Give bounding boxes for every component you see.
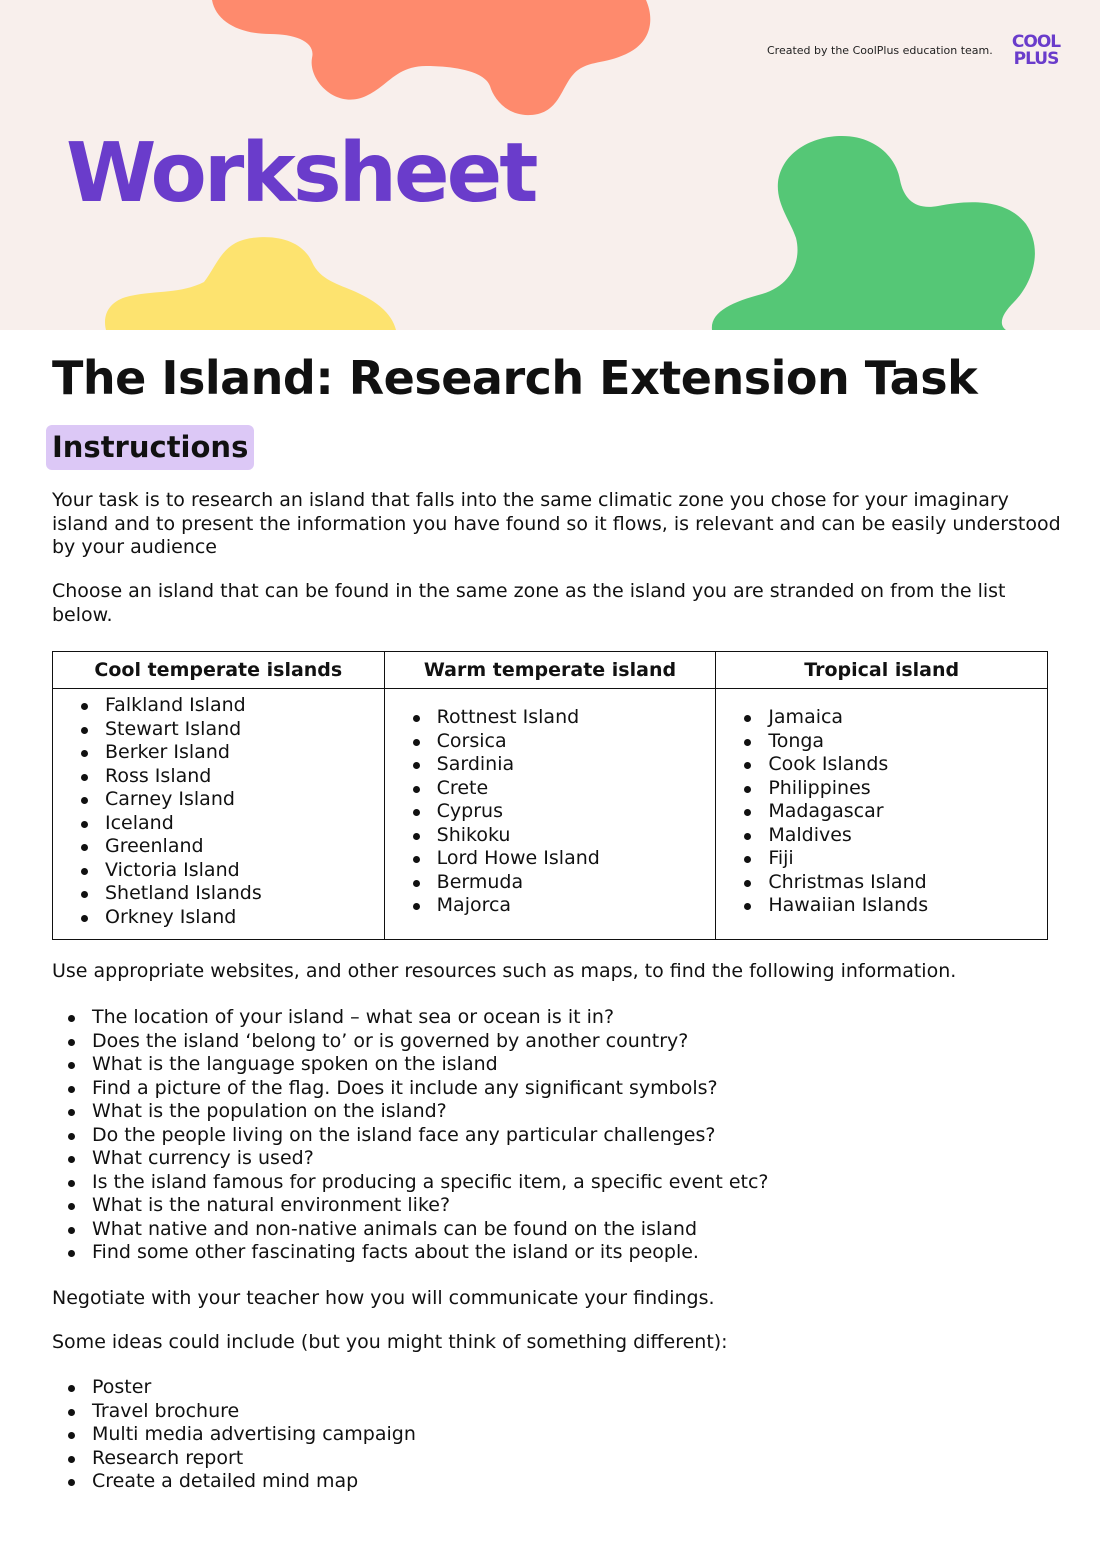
page-title: The Island: Research Extension Task [52, 351, 978, 405]
table-row [53, 689, 1048, 940]
list-item: Hawaiian Islands [740, 894, 1047, 918]
list-item: Stewart Island [77, 718, 384, 742]
ideas-list [64, 1376, 416, 1494]
list-item: Berker Island [77, 741, 384, 765]
list-item: Fiji [740, 847, 1047, 871]
credit-text: Created by the CoolPlus education team. [767, 44, 993, 57]
warm-islands-cell [384, 689, 716, 940]
coolplus-logo [1004, 34, 1068, 68]
list-item: Travel brochure [64, 1400, 416, 1424]
list-item: Find some other fascinating facts about the island or its people. [64, 1241, 769, 1265]
list-item: What is the language spoken on the island [64, 1053, 769, 1077]
list-item: Lord Howe Island [409, 847, 716, 871]
list-item: Madagascar [740, 800, 1047, 824]
list-item: Victoria Island [77, 859, 384, 883]
list-item: The location of your island – what sea or ocean is it in? [64, 1006, 769, 1030]
list-item: Cyprus [409, 800, 716, 824]
table-header-row [53, 652, 1048, 689]
header-tropical: Tropical island [716, 652, 1048, 689]
cool-islands-list [53, 694, 384, 929]
list-item: Philippines [740, 777, 1047, 801]
header-warm-temperate: Warm temperate island [384, 652, 716, 689]
list-item: What is the natural environment like? [64, 1194, 769, 1218]
list-item: Create a detailed mind map [64, 1470, 416, 1494]
warm-islands-list [385, 706, 716, 918]
list-item: Rottnest Island [409, 706, 716, 730]
list-item: Find a picture of the flag. Does it include any significant symbols? [64, 1077, 769, 1101]
list-item: Carney Island [77, 788, 384, 812]
questions-list [64, 1006, 769, 1265]
list-item: Poster [64, 1376, 416, 1400]
list-item: Jamaica [740, 706, 1047, 730]
tropical-islands-list [716, 706, 1047, 918]
negotiate-paragraph: Negotiate with your teacher how you will communicate your findings. [52, 1287, 715, 1309]
list-item: Is the island famous for producing a specific item, a specific event etc? [64, 1171, 769, 1195]
yellow-blob-decoration [100, 234, 400, 330]
list-item: Sardinia [409, 753, 716, 777]
logo-line-plus: PLUS [1013, 49, 1059, 69]
intro-paragraph: Your task is to research an island that falls into the same climatic zone you chose for your imaginary island and to present the information you have found so it flows, is relevant and can be easily understood by your audience [52, 489, 1061, 558]
list-item: Christmas Island [740, 871, 1047, 895]
list-item: Research report [64, 1447, 416, 1471]
list-item: Cook Islands [740, 753, 1047, 777]
list-item: What is the population on the island? [64, 1100, 769, 1124]
list-item: Does the island ‘belong to’ or is governed by another country? [64, 1030, 769, 1054]
choose-paragraph: Choose an island that can be found in the same zone as the island you are stranded on from the list below. [52, 580, 1006, 626]
tropical-islands-cell [716, 689, 1048, 940]
ideas-paragraph: Some ideas could include (but you might think of something different): [52, 1331, 728, 1353]
list-item: Do the people living on the island face any particular challenges? [64, 1124, 769, 1148]
green-blob-decoration [706, 134, 1040, 330]
list-item: Iceland [77, 812, 384, 836]
instructions-heading: Instructions [46, 425, 254, 470]
list-item: Majorca [409, 894, 716, 918]
list-item: Orkney Island [77, 906, 384, 930]
list-item: Crete [409, 777, 716, 801]
list-item: Corsica [409, 730, 716, 754]
header-cool-temperate: Cool temperate islands [53, 652, 385, 689]
list-item: Shikoku [409, 824, 716, 848]
coral-blob-decoration [200, 0, 660, 120]
list-item: Multi media advertising campaign [64, 1423, 416, 1447]
list-item: What native and non-native animals can be found on the island [64, 1218, 769, 1242]
list-item: Shetland Islands [77, 882, 384, 906]
list-item: Maldives [740, 824, 1047, 848]
logo-line-cool: COOL [1011, 32, 1061, 52]
list-item: Tonga [740, 730, 1047, 754]
header-banner [0, 0, 1100, 330]
list-item: Falkland Island [77, 694, 384, 718]
list-item: Ross Island [77, 765, 384, 789]
list-item: Greenland [77, 835, 384, 859]
cool-islands-cell [53, 689, 385, 940]
resources-paragraph: Use appropriate websites, and other resources such as maps, to find the following information. [52, 960, 957, 982]
islands-table [52, 651, 1048, 940]
list-item: Bermuda [409, 871, 716, 895]
worksheet-title: Worksheet [66, 126, 536, 221]
list-item: What currency is used? [64, 1147, 769, 1171]
